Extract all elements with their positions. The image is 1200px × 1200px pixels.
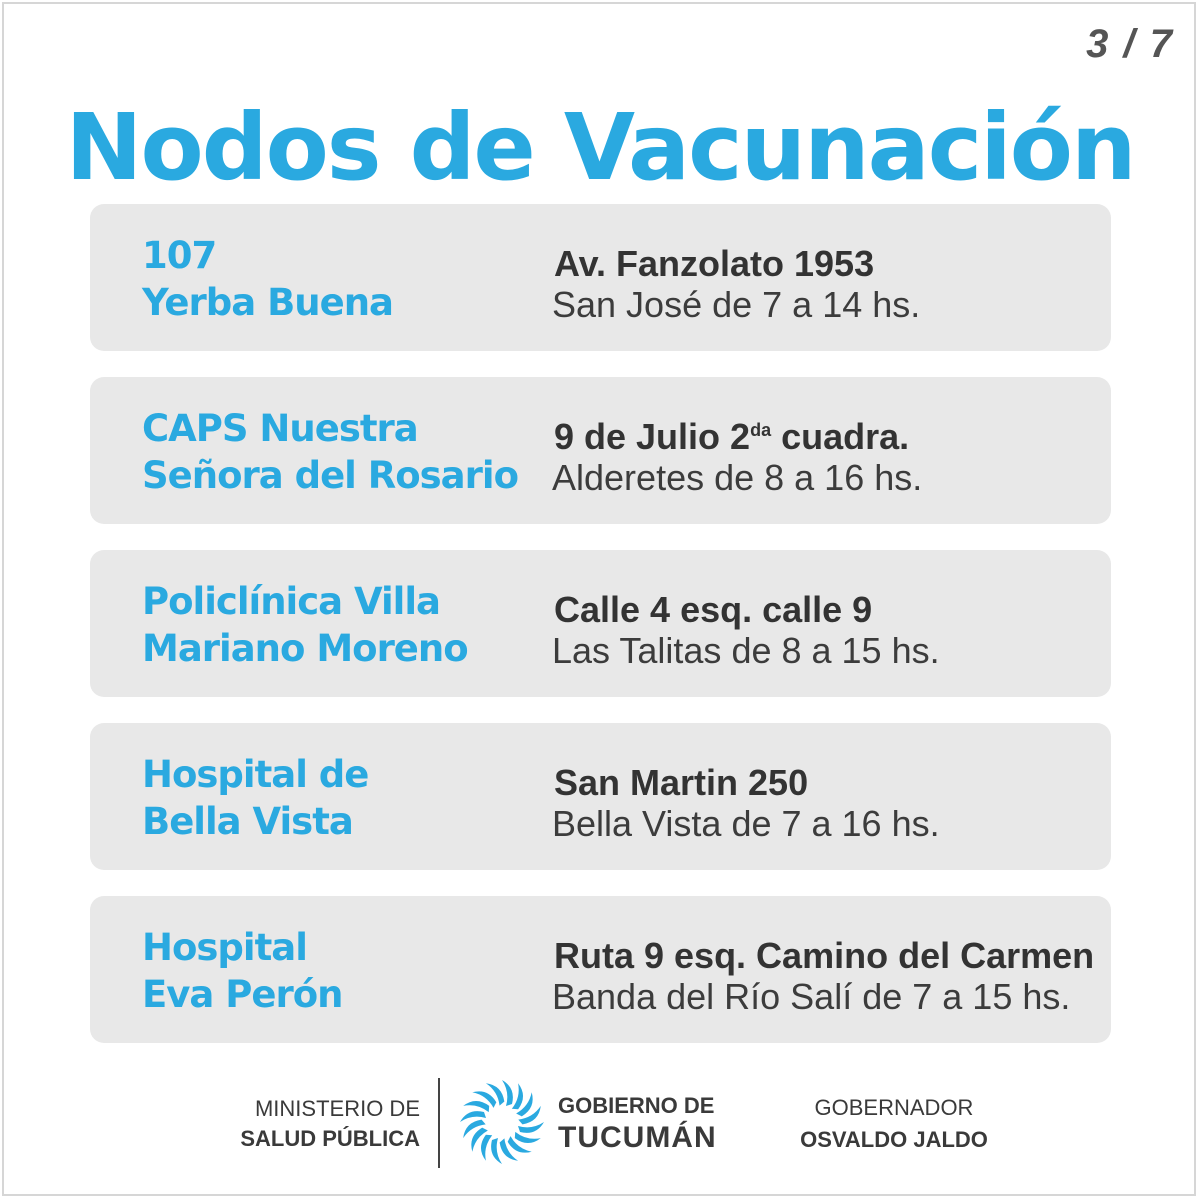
node-name-line1: Hospital de (142, 753, 369, 796)
node-name-line1: Hospital (142, 926, 307, 969)
governor-label (794, 1092, 994, 1156)
node-name (142, 578, 552, 672)
governor-line2: OSVALDO JALDO (800, 1127, 988, 1152)
node-name (142, 751, 552, 845)
node-card (90, 723, 1111, 870)
node-name-line1: Policlínica Villa (142, 580, 441, 623)
node-name-line1: 107 (142, 234, 217, 277)
node-address (554, 234, 874, 287)
node-address (554, 753, 808, 806)
node-address (554, 580, 872, 633)
node-address-tail: cuadra. (771, 416, 910, 457)
governor-line1: GOBERNADOR (814, 1095, 974, 1120)
page-counter: 3 / 7 (1086, 22, 1174, 66)
node-card (90, 377, 1111, 524)
node-name-line2: Señora del Rosario (142, 454, 518, 497)
gov-line1: GOBIERNO DE (558, 1093, 715, 1118)
ministry-label (240, 1094, 420, 1154)
nodes-list (90, 204, 1111, 1069)
node-name-line2: Eva Perón (142, 973, 343, 1016)
sun-swirl-logo-icon (458, 1078, 546, 1166)
node-address (554, 407, 909, 460)
node-card (90, 896, 1111, 1043)
government-label (558, 1090, 717, 1154)
ministry-line2: SALUD PÚBLICA (240, 1126, 420, 1151)
node-address-main: Calle 4 esq. calle 9 (554, 589, 873, 630)
node-name (142, 924, 552, 1018)
node-name-line2: Bella Vista (142, 800, 353, 843)
node-schedule: Banda del Río Salí de 7 a 15 hs. (552, 976, 1071, 1017)
node-name-line2: Mariano Moreno (142, 627, 468, 670)
node-schedule: Las Talitas de 8 a 15 hs. (552, 630, 940, 671)
node-schedule: San José de 7 a 14 hs. (552, 284, 921, 325)
gov-line2: TUCUMÁN (558, 1121, 717, 1154)
node-name (142, 232, 552, 326)
footer (0, 1076, 1200, 1171)
node-address-main: Ruta 9 esq. Camino del Carmen (554, 935, 1095, 976)
node-address (554, 926, 1094, 979)
node-address-main: Av. Fanzolato 1953 (554, 243, 875, 284)
node-name (142, 405, 552, 499)
node-schedule: Alderetes de 8 a 16 hs. (552, 457, 923, 498)
node-name-line1: CAPS Nuestra (142, 407, 418, 450)
node-schedule: Bella Vista de 7 a 16 hs. (552, 803, 940, 844)
node-address-main: 9 de Julio 2 (554, 416, 751, 457)
ministry-line1: MINISTERIO DE (254, 1096, 420, 1121)
footer-divider (438, 1078, 440, 1168)
node-name-line2: Yerba Buena (142, 281, 394, 324)
node-address-sup: da (750, 420, 772, 440)
node-card (90, 204, 1111, 351)
node-address-main: San Martin 250 (554, 762, 809, 803)
page-title: Nodos de Vacunación (65, 94, 1135, 201)
node-card (90, 550, 1111, 697)
